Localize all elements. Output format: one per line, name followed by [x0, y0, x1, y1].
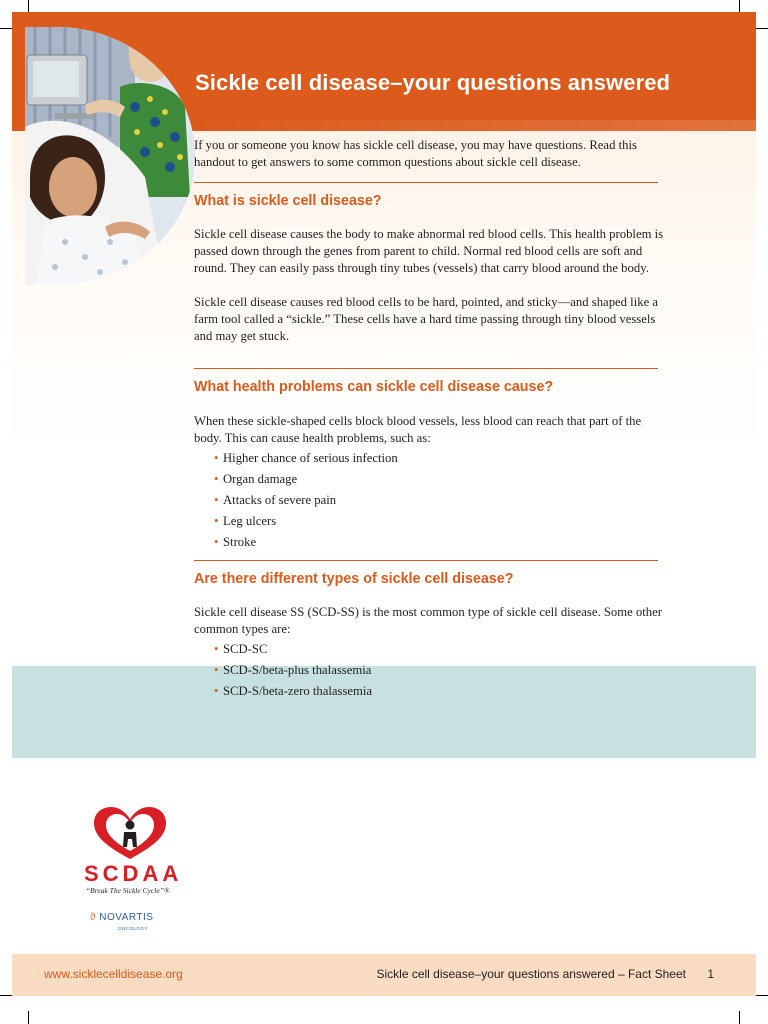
section-body — [194, 604, 664, 702]
novartis-logo — [90, 912, 153, 923]
list-item: • SCD-SC — [214, 642, 268, 656]
scdaa-wordmark: SCDAA — [84, 861, 183, 886]
section-divider — [194, 560, 658, 561]
intro-block — [194, 137, 664, 171]
heart-icon — [80, 805, 180, 861]
novartis-division: ONCOLOGY — [118, 926, 149, 931]
section-heading: What is sickle cell disease? — [194, 193, 382, 209]
list-item: • SCD-S/beta-plus thalassemia — [214, 663, 372, 677]
crop-mark — [755, 995, 768, 996]
section-divider — [194, 182, 658, 183]
list-item-text: Leg ulcers — [223, 514, 277, 528]
list-item-text: Stroke — [223, 535, 257, 549]
list-item-text: SCD-S/beta-plus thalassemia — [223, 663, 372, 677]
footer-url-link[interactable]: www.sicklecelldisease.org — [44, 967, 183, 981]
paragraph: Sickle cell disease causes red blood cells to be hard, pointed, and sticky—and shaped like a farm tool called a “sickle.” These cells have a hard time passing through tiny blood vessels and may get stuck. — [194, 295, 659, 343]
section-heading: Are there different types of sickle cell disease? — [194, 571, 514, 587]
page-number: 1 — [707, 967, 714, 981]
section-what-is — [194, 193, 664, 209]
crop-mark — [28, 1011, 29, 1024]
list-item: • Organ damage — [214, 472, 298, 486]
list-item: • Stroke — [214, 535, 257, 549]
footer-doc-title: Sickle cell disease–your questions answered – Fact Sheet — [376, 967, 686, 981]
list-item-text: SCD-S/beta-zero thalassemia — [223, 684, 373, 698]
list-item-text: Higher chance of serious infection — [223, 451, 398, 465]
section-body — [194, 413, 664, 553]
page-title: Sickle cell disease–your questions answered — [195, 70, 671, 95]
list-item: • Higher chance of serious infection — [214, 451, 398, 465]
section-divider — [194, 368, 658, 369]
list-item-text: Organ damage — [223, 472, 298, 486]
paragraph: Sickle cell disease causes the body to make abnormal red blood cells. This health problem is passed down through the genes from parent to child. Normal red blood cells are soft and round. They can easily pass through tiny tubes (vessels) that carry blood around the body. — [194, 227, 664, 275]
intro-paragraph: If you or someone you know has sickle cell disease, you may have questions. Read this handout to get answers to some common questions about sickle cell disease. — [194, 138, 637, 169]
list-item-text: SCD-SC — [223, 642, 268, 656]
section-types — [194, 571, 664, 587]
bullet-list — [194, 639, 664, 702]
scdaa-logo — [80, 805, 180, 866]
section-body — [194, 226, 664, 345]
list-item-text: Attacks of severe pain — [223, 493, 337, 507]
bullet-list — [194, 448, 664, 553]
scdaa-tagline: “Break The Sickle Cycle”® — [86, 886, 170, 895]
list-item: • SCD-S/beta-zero thalassemia — [214, 684, 373, 698]
section-heading: What health problems can sickle cell disease cause? — [194, 379, 554, 395]
list-item: • Leg ulcers — [214, 514, 277, 528]
paragraph: Sickle cell disease SS (SCD-SS) is the most common type of sickle cell disease. Some other common types are: — [194, 605, 662, 636]
section-health-problems — [194, 379, 664, 395]
list-item: • Attacks of severe pain — [214, 493, 337, 507]
paragraph: When these sickle-shaped cells block blood vessels, less blood can reach that part of the body. This can cause health problems, such as: — [194, 414, 642, 445]
crop-mark — [755, 28, 768, 29]
crop-mark — [739, 1011, 740, 1024]
footer — [12, 954, 756, 996]
novartis-flame-icon: ϑ — [90, 912, 96, 923]
novartis-wordmark: NOVARTIS — [99, 912, 154, 923]
